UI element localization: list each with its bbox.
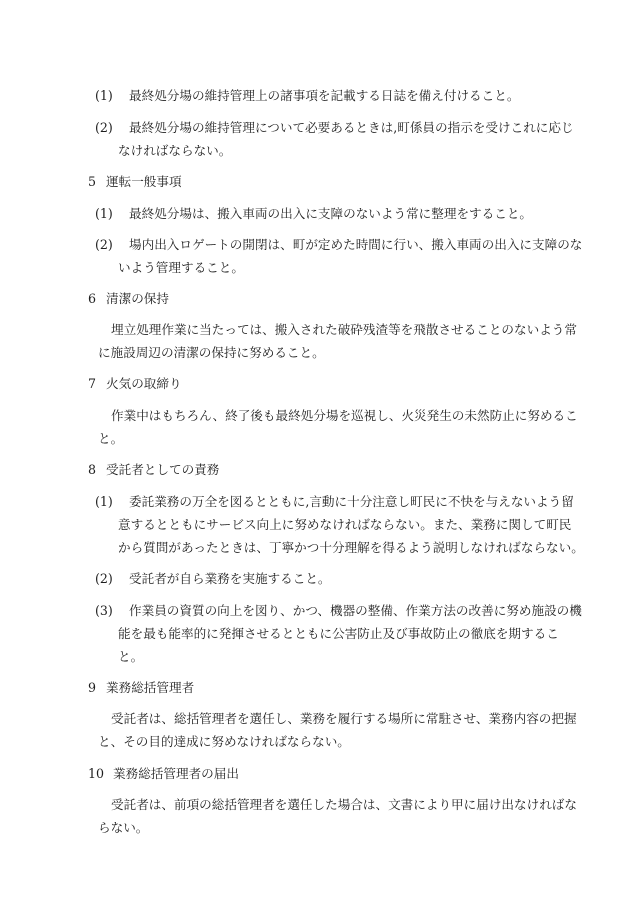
s8-item-1 (95, 494, 574, 510)
section-9-heading (88, 680, 194, 696)
section-6-body-line-2: に施設周辺の清潔の保持に努めること。 (98, 345, 325, 360)
section-7-heading (88, 376, 182, 392)
section-10-body-line-1: 受託者は、前項の総括管理者を選任した場合は、文書により甲に届け出なければな (111, 797, 577, 812)
s8-item-2 (95, 571, 331, 587)
s8-item-1-line-1: 委託業務の万全を図るとともに,言動に十分注意し町民に不快を与えないよう留 (129, 494, 574, 509)
section-10-heading (88, 766, 239, 782)
section-9-body-line-2: と、その目的達成に努めなければならない。 (98, 734, 350, 749)
s8-item-2-number: (2) (95, 571, 113, 586)
s4-item-1 (95, 88, 519, 104)
s5-item-1 (95, 206, 532, 222)
s4-item-2-line-1: 最終処分場の維持管理について必要あるときは,町係員の指示を受けこれに応じ (129, 120, 574, 135)
section-10-title: 業務総括管理者の届出 (113, 766, 239, 781)
s4-item-2 (95, 120, 574, 136)
section-7-title: 火気の取締り (106, 376, 182, 391)
s8-item-3 (95, 603, 582, 619)
section-5-number: 5 (88, 174, 97, 189)
section-7-body-line-2: と。 (98, 431, 124, 446)
s4-item-2-line-2: なければならない。 (118, 143, 232, 158)
section-6-body-line-1: 埋立処理作業に当たっては、搬入された破砕残渣等を飛散させることのないよう常 (111, 322, 577, 337)
s5-item-2-line-1: 場内出入ロゲートの開閉は、町が定めた時間に行い、搬入車両の出入に支障のな (129, 237, 583, 252)
s8-item-1-line-3: から質問があったときは、丁寧かつ十分理解を得るよう説明しなければならない。 (118, 540, 584, 555)
s4-item-2-number: (2) (95, 120, 113, 135)
section-9-title: 業務総括管理者 (106, 680, 195, 695)
section-10-body-line-2: らない。 (98, 820, 149, 835)
s5-item-1-number: (1) (95, 206, 113, 221)
section-9-number: 9 (88, 680, 97, 695)
s8-item-1-number: (1) (95, 494, 113, 509)
s5-item-2-number: (2) (95, 237, 113, 252)
section-6-title: 清潔の保持 (106, 291, 169, 306)
section-5-title: 運転一般事項 (106, 174, 182, 189)
s8-item-1-line-2: 意するとともにサービス向上に努めなければならない。また、業務に関して町民 (118, 517, 572, 532)
s8-item-2-text: 受託者が自ら業務を実施すること。 (129, 571, 331, 586)
section-7-body-line-1: 作業中はもちろん、終了後も最終処分場を巡視し、火災発生の未然防止に努めるこ (111, 408, 578, 423)
section-8-title: 受託者としての責務 (106, 462, 220, 477)
section-6-number: 6 (88, 291, 97, 306)
s8-item-3-line-3: と。 (118, 649, 144, 664)
s8-item-3-line-2: 能を最も能率的に発揮させるとともに公害防止及び事故防止の徹底を期するこ (118, 626, 559, 641)
s8-item-3-number: (3) (95, 603, 113, 618)
s4-item-1-text: 最終処分場の維持管理上の諸事項を記載する日誌を備え付けること。 (129, 88, 520, 103)
section-8-heading (88, 462, 219, 478)
section-7-number: 7 (88, 376, 97, 391)
section-10-number: 10 (88, 766, 105, 781)
section-5-heading (88, 174, 182, 190)
s5-item-2 (95, 237, 582, 253)
section-6-heading (88, 291, 169, 307)
s5-item-1-text: 最終処分場は、搬入車両の出入に支障のないよう常に整理をすること。 (129, 206, 532, 221)
s8-item-3-line-1: 作業員の資質の向上を図り、かつ、機器の整備、作業方法の改善に努め施設の機 (129, 603, 582, 618)
section-8-number: 8 (88, 462, 97, 477)
s4-item-1-number: (1) (95, 88, 113, 103)
s5-item-2-line-2: いよう管理すること。 (118, 260, 244, 275)
section-9-body-line-1: 受託者は、総括管理者を選任し、業務を履行する場所に常駐させ、業務内容の把握 (111, 711, 577, 726)
